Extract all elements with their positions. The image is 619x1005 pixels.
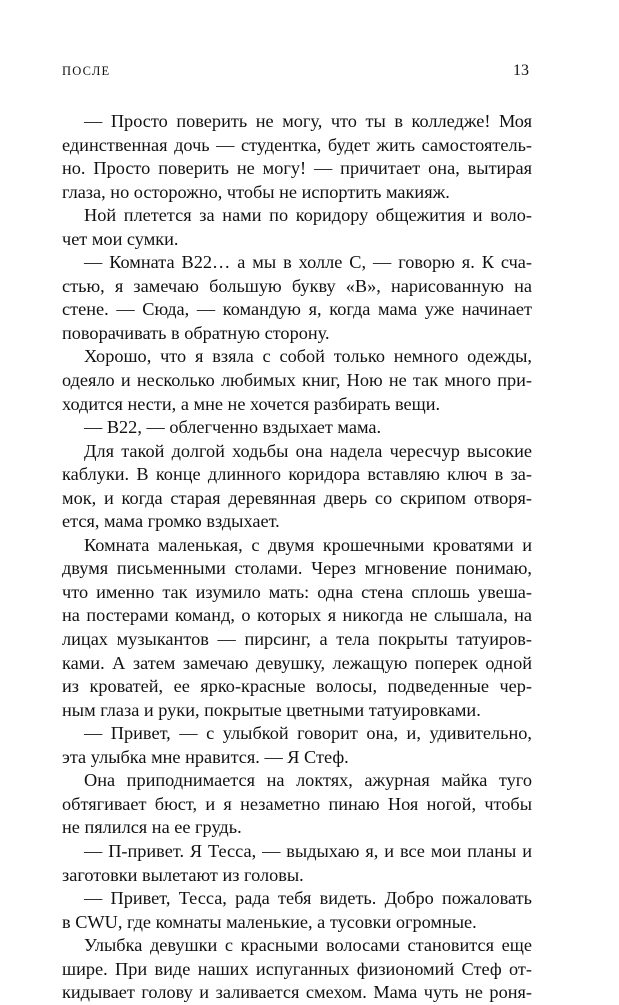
text-line: Хорошо, что я взяла с собой только немного одежды, [84,346,532,367]
text-line: эта улыбка мне нравится. — Я Стеф. [62,746,349,767]
text-line: обтягивает бюст, и я незаметно пинаю Ноя ногой, чтобы [62,793,532,814]
text-line: — B22, — облегченно вздыхает мама. [84,417,382,438]
text-line: но. Просто поверить не могу! — причитает она, вытирая [62,158,532,179]
text-line: поворачивать в обратную сторону. [62,322,330,343]
text-line: каблуки. В конце длинного коридора вставляю ключ в за- [62,464,532,485]
text-line: единственная дочь — студентка, будет жить самостоятель- [62,134,532,155]
text-line: стью, я замечаю большую букву «B», нарисованную на [62,275,532,296]
text-line: ным глаза и руки, покрытые цветными татуировками. [62,699,481,720]
text-line: заготовки вылетают из головы. [62,864,304,885]
text-line: глаза, но осторожно, чтобы не испортить макияж. [62,181,450,202]
text-line: стене. — Сюда, — командую я, когда мама уже начинает [62,299,532,320]
page-header [62,64,529,86]
running-title: ПОСЛЕ [62,64,111,78]
text-line: — Комната B22… а мы в холле C, — говорю я. К сча- [84,252,532,273]
text-line: не пялился на ее грудь. [62,817,242,838]
text-line: кидывает голову и заливается смехом. Мама чуть не роня- [62,982,532,1003]
text-line: ками. А затем замечаю девушку, лежащую поперек одной [62,652,532,673]
text-line: — Просто поверить не могу, что ты в колледже! Моя [84,111,532,131]
text-line: двумя письменными столами. Через мгновение понимаю, [62,558,532,579]
text-line: что именно так изумило мать: одна стена сплошь увеша- [62,581,532,602]
page-number: 13 [513,62,529,79]
text-line: Для такой долгой ходьбы она надела чересчур высокие [84,440,532,461]
text-line: Ной плетется за нами по коридору общежития и воло- [84,205,532,226]
text-line: — П-привет. Я Тесса, — выдыхаю я, и все мои планы и [84,840,532,861]
text-line: чет мои сумки. [62,228,179,249]
text-line: Комната маленькая, с двумя крошечными кроватями и [84,534,532,555]
text-line: лицах музыкантов — пирсинг, а тела покрыты татуиров- [62,629,532,650]
text-line: ходится нести, а мне не хочется разбирать вещи. [62,393,441,414]
body-text [62,110,532,1005]
text-line: ется, мама громко вздыхает. [62,511,280,532]
text-line: на постерами команд, о которых я никогда не слышала, на [62,605,532,626]
text-line: — Привет, Тесса, рада тебя видеть. Добро пожаловать [84,888,532,909]
text-line: Она приподнимается на локтях, ажурная майка туго [84,770,532,791]
text-line: — Привет, — с улыбкой говорит она, и, удивительно, [84,723,532,744]
text-line: Улыбка девушки с красными волосами становится еще [84,935,532,956]
text-line: мок, и когда старая деревянная дверь со скрипом отворя- [62,487,532,508]
text-line: из кроватей, ее ярко-красные волосы, подведенные чер- [62,676,532,697]
text-line: в CWU, где комнаты маленькие, а тусовки огромные. [62,911,477,932]
text-line: одеяло и несколько любимых книг, Ною не так много при- [62,370,532,391]
text-line: шире. При виде наших испуганных физиономий Стеф от- [62,958,532,979]
